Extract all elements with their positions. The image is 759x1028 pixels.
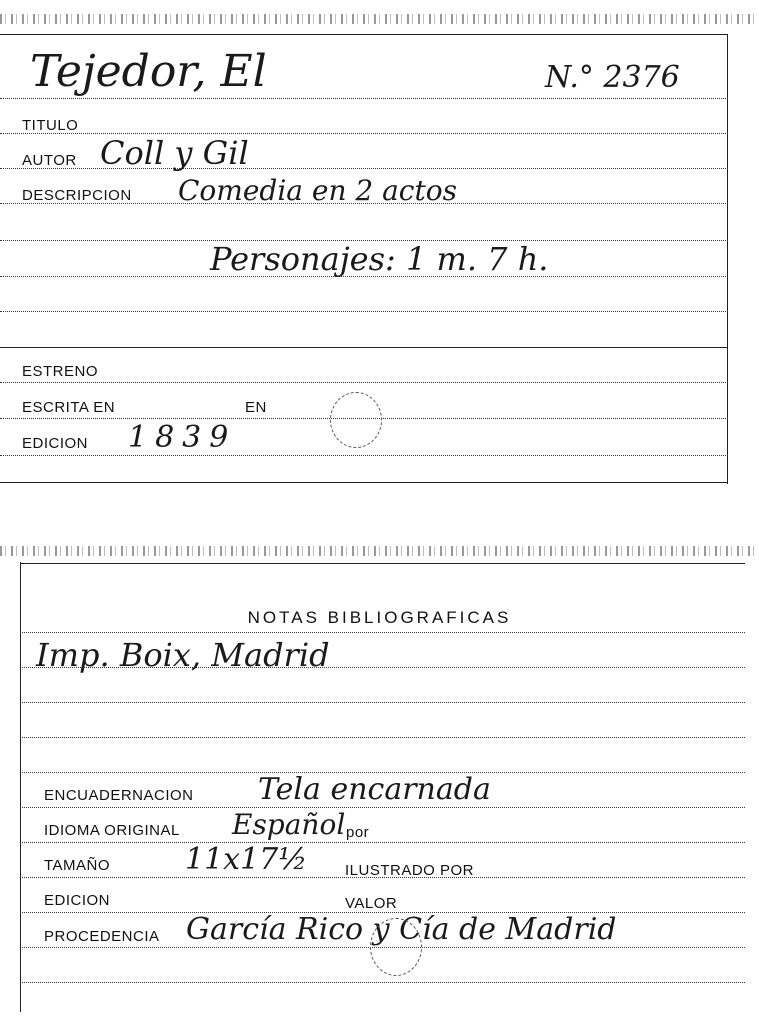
en-label: EN — [245, 399, 267, 416]
descripcion-value: Comedia en 2 actos — [178, 174, 457, 207]
idioma-original-value: Español — [232, 808, 346, 841]
encuadernacion-label: ENCUADERNACION — [44, 787, 194, 804]
rule — [20, 632, 745, 633]
titulo-label: TITULO — [22, 117, 79, 134]
catalog-card-back — [0, 540, 759, 1028]
catalog-card-front — [0, 0, 759, 495]
catalog-number: N.° 2376 — [545, 60, 680, 95]
punch-hole-mark — [370, 918, 422, 976]
rule — [0, 98, 728, 99]
rule — [20, 737, 745, 738]
rule — [20, 702, 745, 703]
idioma-original-label: IDIOMA ORIGINAL — [44, 822, 180, 839]
ilustrado-por-label: ILUSTRADO POR — [345, 862, 475, 879]
notes-heading: NOTAS BIBLIOGRAFICAS — [247, 608, 512, 627]
rule — [0, 455, 728, 456]
edicion-value: 1839 — [128, 420, 237, 455]
punch-hole-mark — [330, 392, 382, 448]
card-bottom-rule — [0, 482, 728, 483]
tamano-label: TAMAÑO — [44, 857, 111, 874]
rule — [0, 347, 728, 348]
card-top-rule — [0, 34, 728, 35]
title-handwriting: Tejedor, El — [30, 46, 267, 97]
estreno-label: ESTRENO — [22, 363, 99, 380]
edicion-label: EDICION — [44, 892, 111, 909]
procedencia-value: García Rico y Cía de Madrid — [186, 912, 617, 947]
por-label: por — [346, 824, 370, 841]
rule — [20, 982, 745, 983]
autor-value: Coll y Gil — [100, 134, 249, 172]
descripcion-value-2: Personajes: 1 m. 7 h. — [210, 240, 549, 278]
notes-handwriting: Imp. Boix, Madrid — [36, 636, 330, 674]
scan-noise-top — [0, 14, 759, 24]
descripcion-label: DESCRIPCION — [22, 187, 132, 204]
edicion-label: EDICION — [22, 435, 89, 452]
card-right-border — [727, 34, 728, 484]
valor-label: VALOR — [345, 895, 398, 912]
card-top-rule — [20, 563, 745, 564]
rule — [0, 382, 728, 383]
tamano-value: 11x17½ — [185, 842, 308, 877]
scan-noise-top — [0, 546, 759, 556]
escrita-en-label: ESCRITA EN — [22, 399, 116, 416]
rule — [20, 807, 745, 808]
encuadernacion-value: Tela encarnada — [258, 772, 491, 807]
procedencia-label: PROCEDENCIA — [44, 928, 160, 945]
autor-label: AUTOR — [22, 152, 77, 169]
card-left-border — [20, 562, 21, 1012]
rule — [0, 311, 728, 312]
rule — [20, 842, 745, 843]
